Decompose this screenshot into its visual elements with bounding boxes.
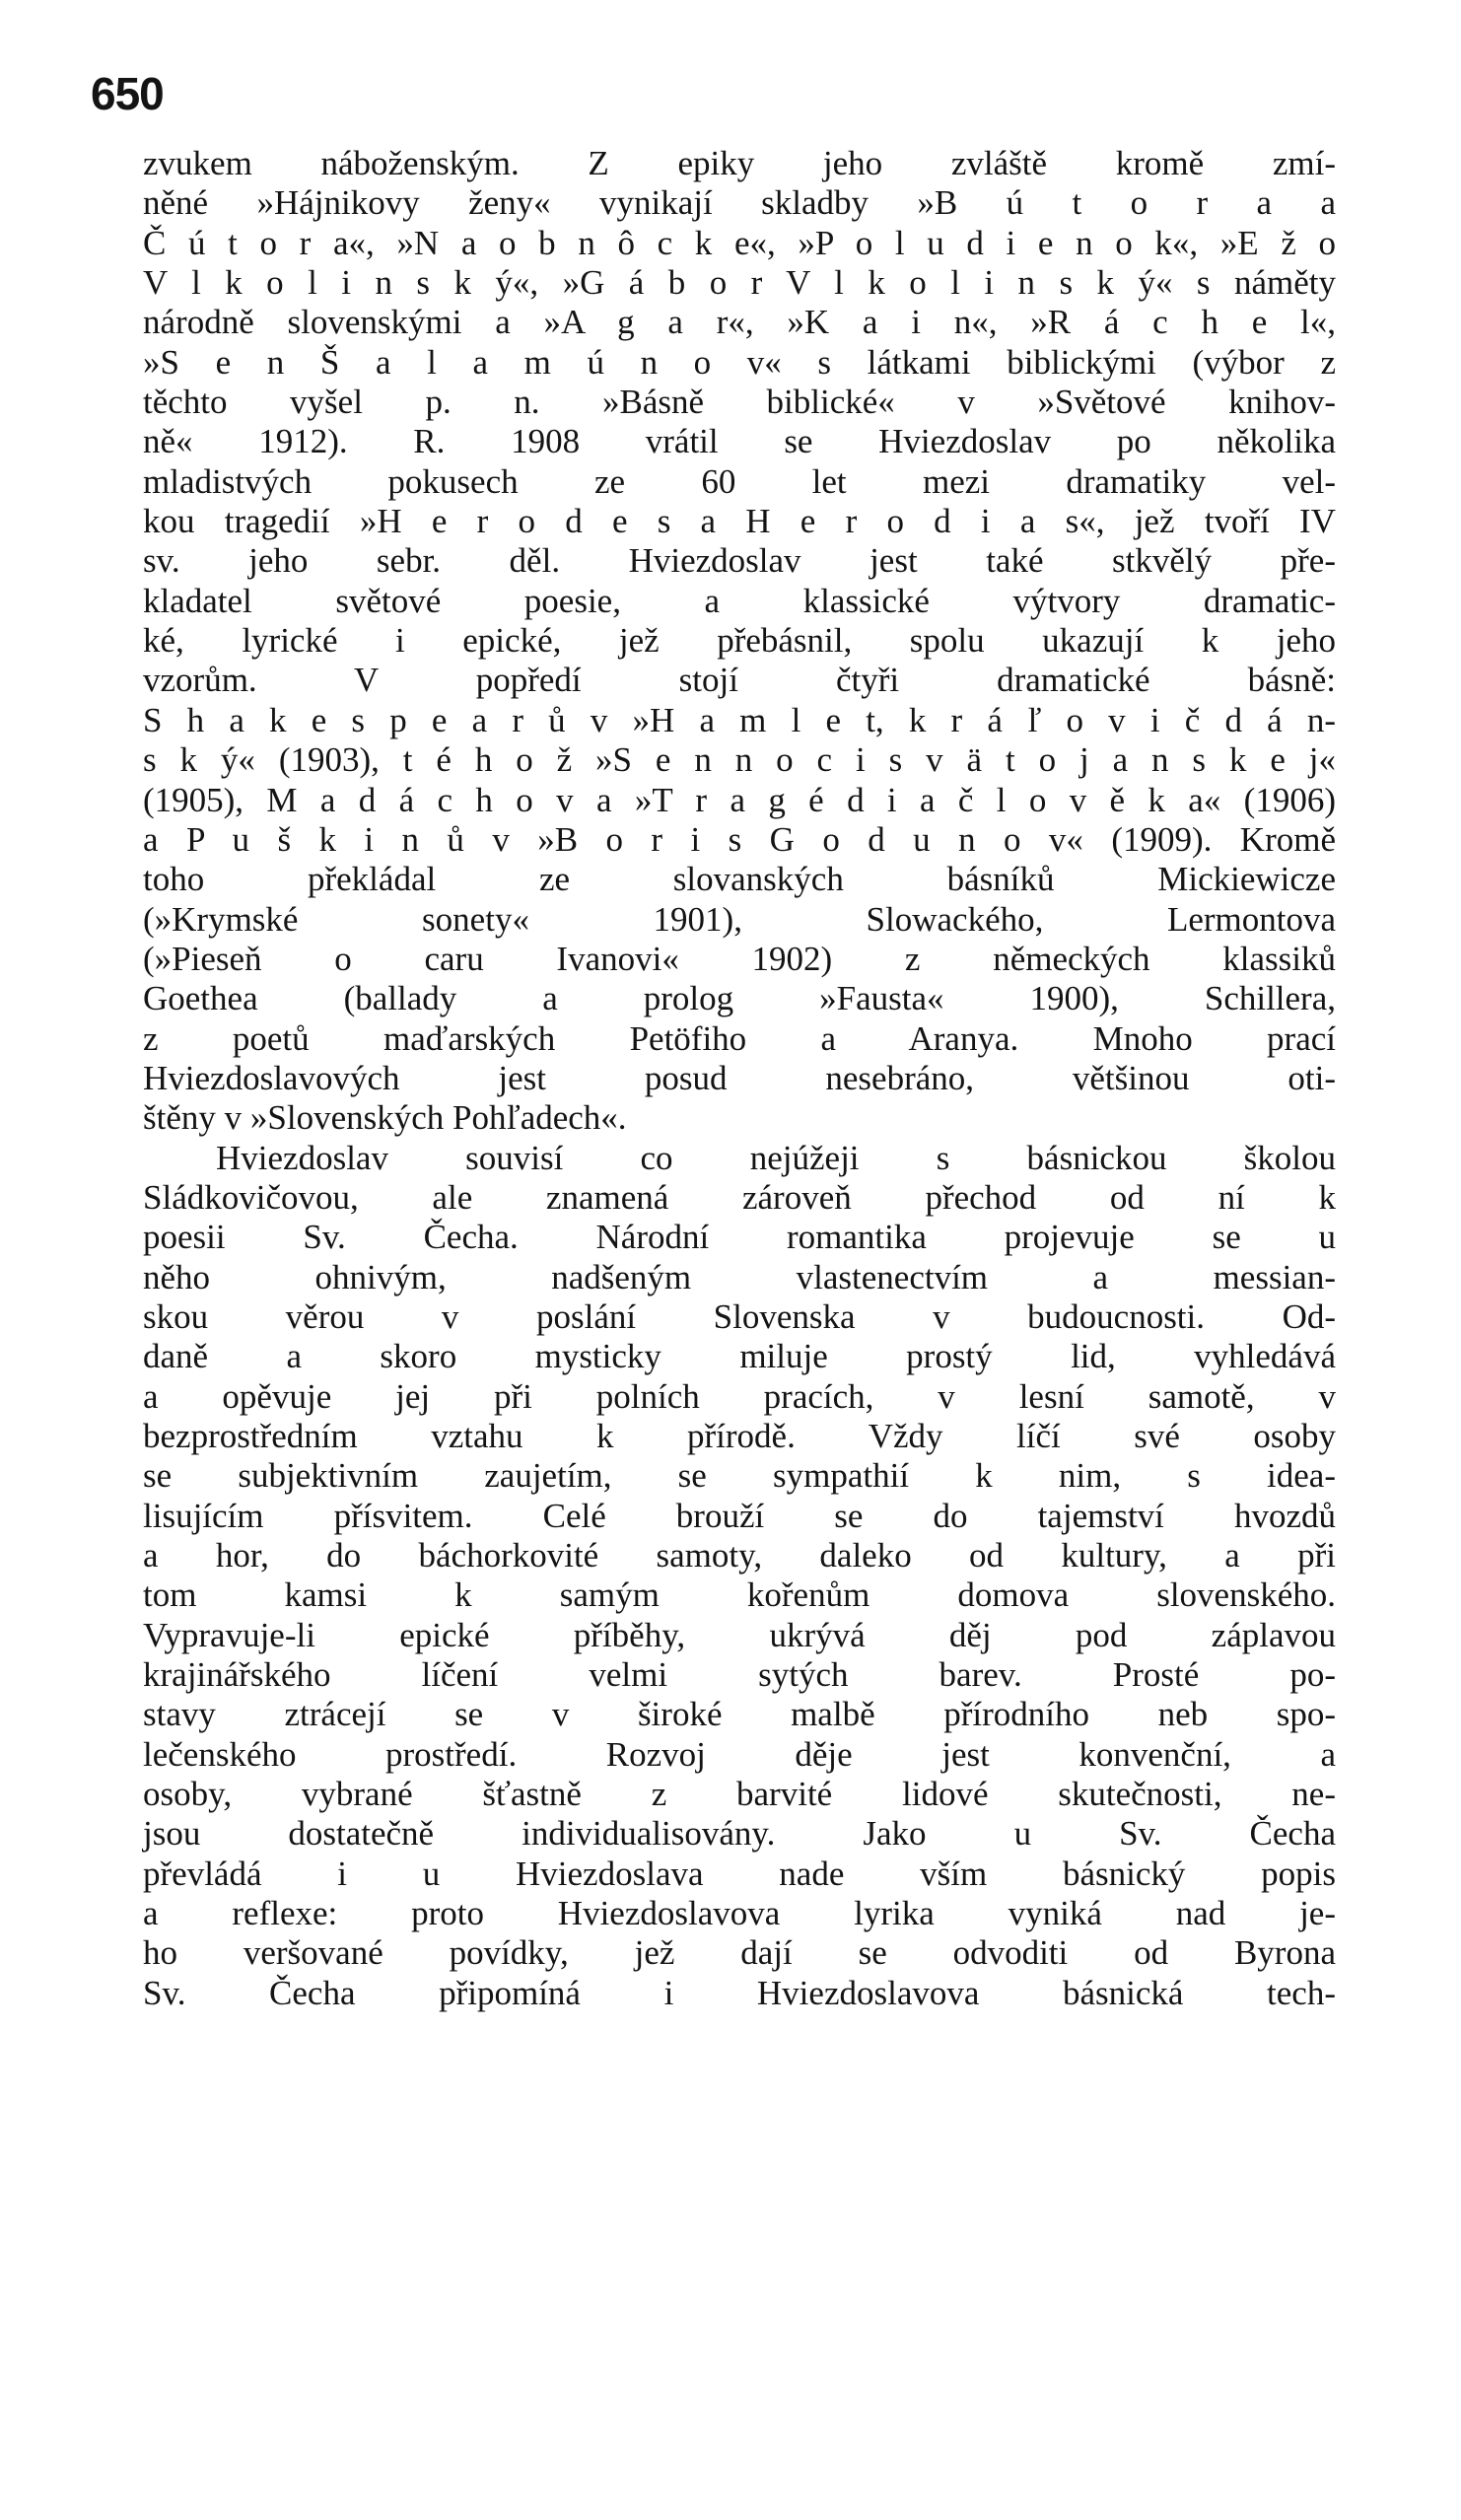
- page-number: 650: [91, 68, 164, 119]
- text-line: ké, lyrické i epické, jež přebásnil, spolu ukazují k jeho: [143, 621, 1336, 661]
- text-line: a opěvuje jej při polních pracích, v lesní samotě, v: [143, 1376, 1336, 1416]
- text-line: poesii Sv. Čecha. Národní romantika projevuje se u: [143, 1218, 1336, 1257]
- text-line: lečenského prostředí. Rozvoj děje jest konvenční, a: [143, 1734, 1336, 1774]
- text-line: skou věrou v poslání Slovenska v budoucnosti. Od-: [143, 1296, 1336, 1336]
- text-line: bezprostředním vztahu k přírodě. Vždy líčí své osoby: [143, 1417, 1336, 1455]
- text-line: (1905), M a d á c h o v a »T r a g é d i a č l o v ě k a« (1906): [143, 780, 1336, 819]
- text-line: vzorům. V popředí stojí čtyři dramatické básně:: [143, 661, 1336, 700]
- text-line: a P u š k i n ů v »B o r i s G o d u n o v« (1909). Kromě: [143, 819, 1336, 859]
- text-line: kladatel světové poesie, a klassické výtvory dramatic-: [143, 581, 1336, 620]
- text-line: a reflexe: proto Hviezdoslavova lyrika vyniká nad je-: [143, 1894, 1336, 1933]
- text-line: stavy ztrácejí se v široké malbě přírodního neb spo-: [143, 1695, 1336, 1734]
- paragraph-start-line: Hviezdoslav souvisí co nejúžeji s básnickou školou: [216, 1138, 1336, 1177]
- text-line: Sládkovičovou, ale znamená zároveň přechod od ní k: [143, 1177, 1336, 1217]
- text-line: převládá i u Hviezdoslava nade vším básnický popis: [143, 1854, 1336, 1893]
- text-line: ně« 1912). R. 1908 vrátil se Hviezdoslav po několika: [143, 422, 1336, 461]
- body-text: [143, 144, 1336, 2013]
- text-line: něné »Hájnikovy ženy« vynikají skladby »B ú t o r a a: [143, 183, 1336, 223]
- text-line: Č ú t o r a«, »N a o b n ô c k e«, »P o l u d i e n o k«, »E ž o: [143, 223, 1336, 262]
- text-line: lisujícím přísvitem. Celé brouží se do tajemství hvozdů: [143, 1496, 1336, 1535]
- text-line: jsou dostatečně individualisovány. Jako u Sv. Čecha: [143, 1814, 1336, 1854]
- text-line: Vypravuje-li epické příběhy, ukrývá děj pod záplavou: [143, 1615, 1336, 1654]
- text-line: ho veršované povídky, jež dají se odvoditi od Byrona: [143, 1933, 1336, 1973]
- text-line: osoby, vybrané šťastně z barvité lidové skutečnosti, ne-: [143, 1775, 1336, 1814]
- text-line: se subjektivním zaujetím, se sympathií k nim, s idea-: [143, 1456, 1336, 1496]
- text-line: »S e n Š a l a m ú n o v« s látkami biblickými (výbor z: [143, 342, 1336, 382]
- text-line: národně slovenskými a »A g a r«, »K a i n«, »R á c h e l«,: [143, 303, 1336, 342]
- text-line: S h a k e s p e a r ů v »H a m l e t, k r á ľ o v i č d á n-: [143, 700, 1336, 739]
- text-line: s k ý« (1903), t é h o ž »S e n n o c i s v ä t o j a n s k e j«: [143, 740, 1336, 780]
- text-line: zvukem náboženským. Z epiky jeho zvláště kromě zmí-: [143, 144, 1336, 182]
- text-line: Goethea (ballady a prolog »Fausta« 1900), Schillera,: [143, 979, 1336, 1018]
- text-line: Hviezdoslavových jest posud nesebráno, většinou oti-: [143, 1058, 1336, 1097]
- text-line: těchto vyšel p. n. »Básně biblické« v »Světové knihov-: [143, 383, 1336, 422]
- text-line: něho ohnivým, nadšeným vlastenectvím a messian-: [143, 1257, 1336, 1296]
- text-line: toho překládal ze slovanských básníků Mickiewicze: [143, 860, 1336, 899]
- text-line: daně a skoro mysticky miluje prostý lid, vyhledává: [143, 1337, 1336, 1376]
- text-line: tom kamsi k samým kořenům domova slovenského.: [143, 1575, 1336, 1615]
- text-line: štěny v »Slovenských Pohľadech«.: [143, 1098, 627, 1138]
- text-line: z poetů maďarských Petöfiho a Aranya. Mnoho prací: [143, 1018, 1336, 1058]
- text-line: Sv. Čecha připomíná i Hviezdoslavova básnická tech-: [143, 1973, 1336, 2012]
- text-line: V l k o l i n s k ý«, »G á b o r V l k o l i n s k ý« s náměty: [143, 263, 1336, 303]
- text-line: kou tragedií »H e r o d e s a H e r o d i a s«, jež tvoří IV: [143, 502, 1336, 541]
- text-line: (»Pieseň o caru Ivanovi« 1902) z německých klassiků: [143, 939, 1336, 978]
- text-line: mladistvých pokusech ze 60 let mezi dramatiky vel-: [143, 461, 1336, 501]
- text-line: a hor, do báchorkovité samoty, daleko od kultury, a při: [143, 1536, 1336, 1575]
- text-line: (»Krymské sonety« 1901), Slowackého, Lermontova: [143, 899, 1336, 939]
- text-line: sv. jeho sebr. děl. Hviezdoslav jest také stkvělý pře-: [143, 541, 1336, 581]
- text-line: krajinářského líčení velmi sytých barev. Prosté po-: [143, 1655, 1336, 1695]
